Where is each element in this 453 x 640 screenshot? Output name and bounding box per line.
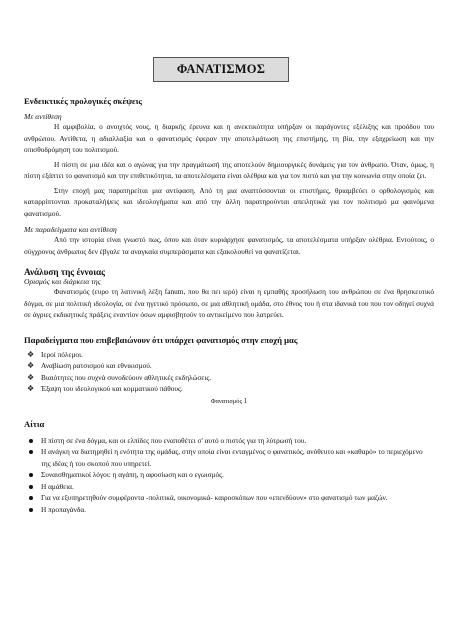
list-item: ❖ Ιεροί πόλεμοι. (27, 349, 83, 359)
bullet-dot-icon (29, 496, 33, 500)
list-item: Η ανάγκη να διατηρηθεί η ενότητα της ομάδας, στην οποία είναι ενταγμένος ο φανατικός, ανόθευτο και «καθαρό» το περιεχόμενο της ιδέας ή του σκοπού που υπηρετεί. (24, 446, 434, 469)
list-item: Συναισθηματικοί λόγοι: η αγάπη, η αφοσίωση και ο εγωισμός. (24, 469, 434, 481)
bullet-dot-icon (29, 473, 33, 477)
intro-subheading-2: Με παραδείγματα και αντίθεση (24, 225, 117, 234)
title-box (153, 57, 289, 82)
diamond-bullet-icon: ❖ (27, 384, 35, 393)
list-item: ❖ Βιαιότητες που συχνά συνοδεύουν αθλητικές εκδηλώσεις. (27, 372, 212, 382)
page-footer (24, 397, 434, 405)
diamond-bullet-icon: ❖ (27, 372, 35, 382)
bullet-dot-icon (29, 485, 33, 489)
list-item: Για να εξυπηρετηθούν συμφέροντα -πολιτικά, οικονομικά- καιροσκόπων που «επενδύουν» στο φανατισμό των μαζών. (24, 492, 434, 504)
analysis-paragraph: Φανατισμός (ευρο τη λατινική λέξη fanum, που θα πει ιερό) είναι η εμπαθής προσήλωση του ανθρώπου σε ένα θρησκευτικό δόγμα, σε μια πολιτική ιδεολογία, σε ένα ηγετικό πρόσωπο, σε μια αθλητική ομάδα, στο έθνος του ή στα ιδανικά του που τον οδηγεί συχνά σε άγριες εκδικητικές πράξεις εναντίον όσων αμφισβητούν το αντικείμενο που λατρεύει. (24, 287, 434, 319)
intro-heading: Ενδεικτικές προλογικές σκέψεις (24, 96, 142, 106)
bullet-dot-icon (29, 450, 33, 454)
diamond-bullet-icon: ❖ (27, 349, 35, 359)
causes-heading: Αίτια (24, 418, 45, 429)
intro-paragraph-4: Από την ιστορία είναι γνωστό πως, όπου και όταν κυριάρχησε φανατισμός, τα αποτελέσματα υπήρξαν ολέθρια. Εντούτοις, ο σύγχρονος άνθρωπος δεν έβγαλε τα αναγκαία συμπεράσματα και εξακολουθεί να φανατίζεται. (24, 235, 434, 256)
bullet-dot-icon (29, 508, 33, 512)
intro-paragraph-1: Η αμφιβολία, ο ανοιχτός νους, η διαρκής έρευνα και η ανεκτικότητα υπήρξαν οι παράγοντες εξέλιξης και προόδου του ανθρώπου. Αντίθετα, η αδιαλλαξία και ο φανατισμός έφεραν την αποτελμάτωση της επιστήμης, τη βία, την εξαχρείωση και την οπισθοδρόμηση του πολιτισμού. (24, 122, 434, 154)
diamond-bullet-icon: ❖ (27, 361, 35, 370)
footer-label: Φανατισμός (210, 397, 243, 405)
analysis-subheading: Ορισμός και διάρκεια της (24, 277, 101, 286)
list-item: Η αμάθεια. (24, 481, 434, 493)
examples-heading: Παραδείγματα που επιβεβαιώνουν ότι υπάρχει φανατισμός στην εποχή μας (24, 334, 298, 345)
bullet-dot-icon (29, 439, 33, 443)
document-body (24, 96, 434, 515)
list-item: ❖ Έξαψη του ιδεολογικού και κομματικού πάθους. (27, 384, 183, 393)
causes-list (24, 435, 434, 516)
intro-paragraph-3: Στην εποχή μας παρατηρείται μια αντίφαση. Από τη μια αναπτύσσονται οι επιστήμες, θριαμβεύει ο ορθολογισμός και καταρρίπτονται προκαταλήψεις και ιδεολογήματα και από την άλλη παρατηρούνται απειλητικά για τον πολιτισμό μα φαινόμενα φανατισμού. (24, 185, 434, 218)
page-number: 1 (243, 396, 248, 405)
list-item: Η πίστη σε ένα δόγμα, και οι ελπίδες που εναποθέτει σ' αυτό ο πιστός για τη λύτρωσή του. (24, 435, 434, 447)
page-title: ΦΑΝΑΤΙΣΜΟΣ (176, 62, 266, 76)
list-item: ❖ Αναβίωση ρατσισμού και εθνικισμού. (27, 361, 152, 370)
examples-list (24, 349, 434, 395)
intro-paragraph-2: Η πίστη σε μια ιδέα και ο αγώνας για την πραγμάτωσή της αποτελούν δημιουργικές δυνάμεις για τον άνθρωπο. Όταν, όμως, η πίστη εξάπτει το φανατισμό και την επιθετικότητα, τα αποτελέσματα είναι ολέθρια και για τον πιστό και για την κοινωνία στην οποία ζει. (24, 159, 434, 180)
analysis-heading: Ανάλυση της έννοιας (24, 267, 106, 277)
intro-subheading-1: Με αντίθεση (24, 112, 62, 121)
list-item: Η προπαγάνδα. (24, 504, 434, 516)
